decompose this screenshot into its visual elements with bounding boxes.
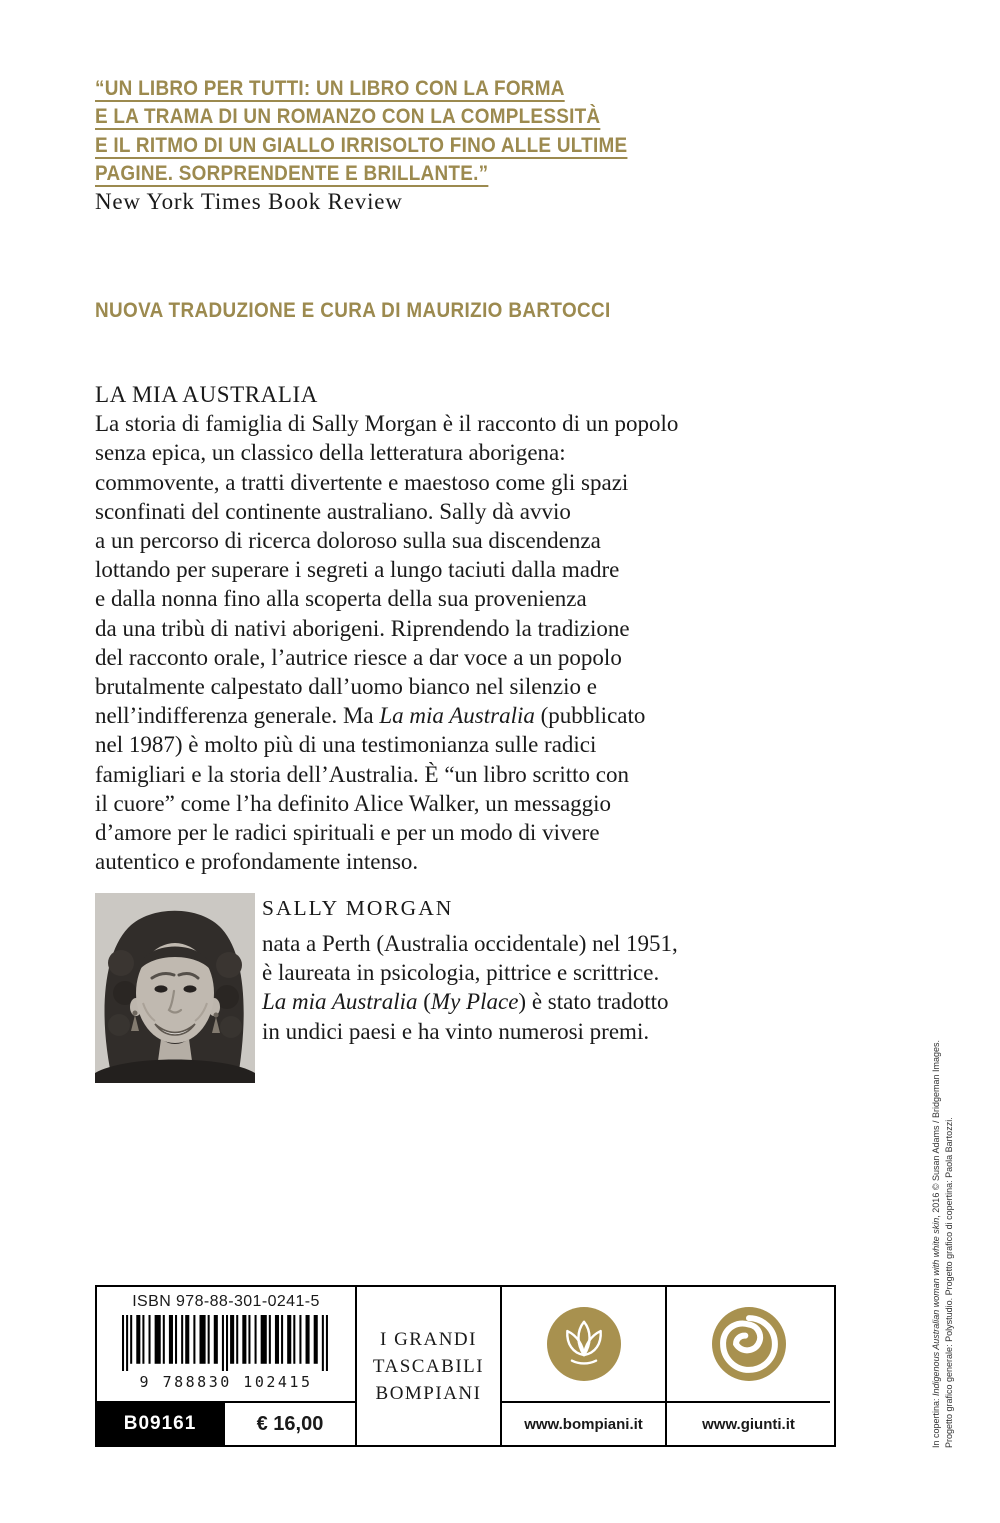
author-name: SALLY MORGAN	[262, 896, 454, 920]
product-code: B09161	[97, 1403, 223, 1445]
barcode	[122, 1315, 330, 1371]
giunti-spiral-icon	[712, 1307, 786, 1381]
photo-credits: In copertina: Indigenous Australian woman with white skin, 2016 © Susan Adams / Bridgeman Images. Progetto grafico generale: Polystudio. Progetto grafico di copertina: Paola Bartozzi.	[931, 1039, 954, 1448]
giunti-column	[665, 1287, 830, 1445]
review-source: New York Times Book Review	[95, 189, 403, 214]
giunti-logo-cell	[667, 1287, 830, 1401]
bompiani-flower-icon	[547, 1307, 621, 1381]
author-text	[262, 895, 837, 1046]
series-label: I GRANDI TASCABILI BOMPIANI	[372, 1328, 485, 1404]
giunti-url: www.giunti.it	[667, 1401, 830, 1445]
translation-banner: NUOVA TRADUZIONE E CURA DI MAURIZIO BARTOCCI	[95, 299, 611, 322]
series-column	[355, 1287, 500, 1445]
author-section	[95, 893, 840, 1088]
synopsis	[95, 380, 840, 876]
bompiani-logo-cell	[502, 1287, 665, 1401]
barcode-cell	[97, 1287, 355, 1401]
bompiani-column	[500, 1287, 665, 1445]
author-photo	[95, 893, 255, 1083]
review-quote: “UN LIBRO PER TUTTI: UN LIBRO CON LA FORMA E LA TRAMA DI UN ROMANZO CON LA COMPLESSITÀ E IL RITMO DI UN GIALLO IRRISOLTO FINO ALLE ULTIME PAGINE. SORPRENDENTE E BRILLANTE.”	[95, 76, 628, 185]
bompiani-url: www.bompiani.it	[502, 1401, 665, 1445]
book-title: LA MIA AUSTRALIA	[95, 382, 319, 407]
price: € 16,00	[223, 1403, 355, 1445]
footer-bar	[95, 1285, 836, 1447]
isbn-label: ISBN 978-88-301-0241-5	[132, 1293, 320, 1310]
code-price-row	[97, 1401, 355, 1445]
author-bio: nata a Perth (Australia occidentale) nel 1951, è laureata in psicologia, pittrice e scrittrice. La mia Australia (My Place) è stato tradotto in undici paesi e ha vinto numerosi premi.	[262, 931, 678, 1044]
barcode-column	[97, 1287, 355, 1445]
barcode-digits: 9 788830 102415	[139, 1373, 313, 1391]
synopsis-text: La storia di famiglia di Sally Morgan è il racconto di un popolo senza epica, un classico della letteratura aborigena: commovente, a tratti divertente e maestoso come gli spazi sconfinati del continente australiano. Sally dà avvio a un percorso di ricerca doloroso sulla sua discendenza lottando per superare i segreti a lungo taciuti dalla madre e dalla nonna fino alla scoperta della sua provenienza da una tribù di nativi aborigeni. Riprendendo la tradizione del racconto orale, l’autrice riesce a dar voce a un popolo brutalmente calpestato dall’uomo bianco nel silenzio e nell’indifferenza generale. Ma La mia Australia (pubblicato nel 1987) è molto più di una testimonianza sulle radici famigliari e la storia dell’Australia. È “un libro scritto con il cuore” come l’ha definito Alice Walker, un messaggio d’amore per le radici spirituali e per un modo di vivere autentico e profondamente intenso.	[95, 411, 679, 875]
